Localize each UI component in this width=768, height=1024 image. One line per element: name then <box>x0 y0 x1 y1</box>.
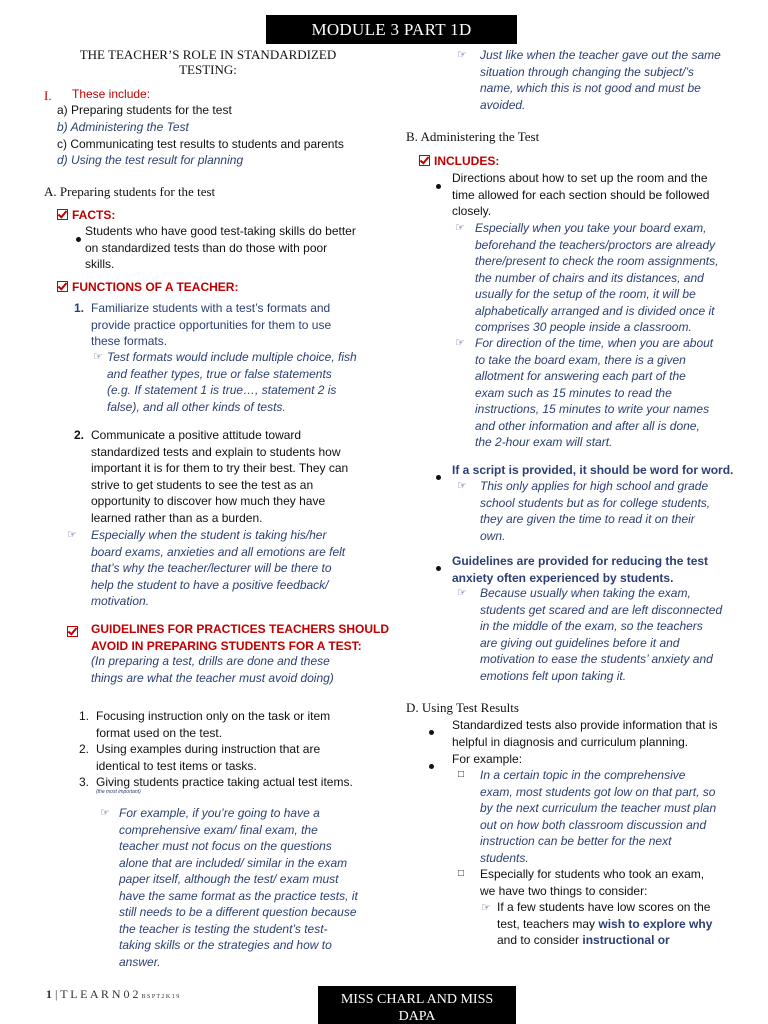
b2-note <box>480 478 710 544</box>
text-line: still needs to be a different question because <box>119 905 357 919</box>
document-title-line-1: THE TEACHER’S ROLE IN STANDARDIZED <box>79 47 337 62</box>
text-line: skills. <box>85 257 115 271</box>
text-line: If a few students have low scores on the <box>497 900 711 914</box>
text-line: teacher must not focus on the questions <box>119 839 332 853</box>
text-line: are giving out guidelines before it and <box>480 635 680 650</box>
text-line: Familiarize students with a test’s formats and <box>91 301 331 315</box>
bullet-icon <box>436 184 441 189</box>
text-line: allotment for answering each part of the <box>475 369 686 383</box>
text-line: opportunity to discover how much they have <box>91 494 326 508</box>
text-line: the teacher is testing the student’s test- <box>119 921 328 936</box>
text-line: strive to get students to see the test as an <box>91 477 314 492</box>
function-2-text <box>91 427 348 526</box>
footer-page-label: 1 | T L E A R N 0 2 B S P T 2 K 1 9 <box>46 987 180 1001</box>
text-line: Because usually when taking the exam, <box>480 586 691 600</box>
text-line: taking skills or the strategies and how to <box>119 938 332 952</box>
text-line: Giving students practice taking actual test items. <box>96 775 353 789</box>
text-line: Just like when the teacher gave out the same <box>480 48 721 62</box>
text-line: identical to test items or tasks. <box>96 758 257 773</box>
list-text: Administering the Test <box>70 120 189 134</box>
square-bullet-icon: □ <box>458 769 465 780</box>
text-line: that’s why the teacher/lecturer will be there to <box>91 561 332 575</box>
d2-sub-2 <box>480 866 704 899</box>
avoid-item <box>96 708 330 741</box>
text-line: students get scared and are left disconnected <box>480 602 723 617</box>
text-segment: test, teachers may <box>497 916 599 931</box>
function-1-number: 1. <box>74 301 85 315</box>
text-line: instruction can be better for the next <box>480 834 672 848</box>
list-letter: a) <box>57 103 68 117</box>
pointing-hand-icon: ☞ <box>457 480 467 492</box>
b3-text <box>452 553 708 586</box>
text-line: on standardized tests than do those with poor <box>85 240 328 255</box>
text-line: comprises 30 people inside a classroom. <box>475 320 692 334</box>
emphasis-text: instructional or <box>582 933 670 947</box>
text-line: exam such as 15 minutes to read the <box>475 385 672 400</box>
text-line: For direction of the time, when you are about <box>475 336 714 350</box>
checkbox-icon <box>57 281 68 292</box>
section-b-heading: B. Administering the Test <box>406 129 540 144</box>
text-line: motivation to ease the students’ anxiety and <box>480 652 713 666</box>
checkbox-icon <box>67 626 78 637</box>
text-line: and other information and after all is done, <box>475 418 700 433</box>
facts-bullet-text <box>85 223 356 273</box>
square-bullet-icon: □ <box>458 868 465 879</box>
text-line: comprehensive exam/ final exam, the <box>119 822 318 837</box>
list-letter: d) <box>57 153 68 167</box>
emphasis-text: wish to explore why <box>598 916 713 931</box>
pointing-hand-icon: ☞ <box>457 587 467 599</box>
functions-label-text: FUNCTIONS OF A TEACHER: <box>72 280 239 294</box>
pointing-hand-icon: ☞ <box>455 222 465 234</box>
list-text: Using the test result for planning <box>71 153 244 167</box>
guidelines-note <box>91 653 334 686</box>
pointing-hand-icon: ☞ <box>67 529 77 541</box>
bullet-icon <box>429 730 434 735</box>
text-line: alone that are included/ similar in the exam <box>119 855 348 870</box>
text-line: school students but as for college students, <box>480 495 711 510</box>
text-line: This only applies for high school and grade <box>480 479 709 493</box>
avoid-item-number: 1. <box>79 709 90 723</box>
list-letter: b) <box>57 120 68 134</box>
text-line: Especially when the student is taking his/her <box>91 528 327 542</box>
b1-text <box>452 170 709 220</box>
text-line: Directions about how to set up the room and the <box>452 171 708 185</box>
text-line: own. <box>480 528 506 543</box>
text-line: things are what the teacher must avoid doing) <box>91 670 334 685</box>
text-line: time allowed for each section should be followed <box>452 187 710 202</box>
list-item <box>57 152 243 169</box>
text-line: GUIDELINES FOR PRACTICES TEACHERS SHOULD <box>91 622 390 636</box>
text-line: emotions felt upon taking it. <box>480 668 627 683</box>
pointing-hand-icon: ☞ <box>100 807 110 819</box>
function-2-number: 2. <box>74 428 85 442</box>
text-line: help the student to have a positive feedback/ <box>91 577 329 592</box>
text-line: answer. <box>119 954 161 969</box>
pointing-hand-icon: ☞ <box>93 351 103 363</box>
text-line: standardized tests and explain to students how <box>91 444 341 459</box>
list-text: Communicating test results to students and parents <box>70 137 344 151</box>
text-line: Especially for students who took an exam, <box>480 867 705 881</box>
text-line: false), and all other kinds of tests. <box>107 399 286 414</box>
text-line: format used on the test. <box>96 725 223 740</box>
function-1-text <box>91 300 331 350</box>
facts-label-text: FACTS: <box>72 208 116 222</box>
text-segment: and to consider <box>497 933 583 947</box>
text-line: Using examples during instruction that are <box>96 742 321 756</box>
b1-note-1 <box>475 220 718 336</box>
top-note <box>480 47 721 113</box>
text-line: students. <box>480 850 529 865</box>
text-line: paper itself, although the test/ exam must <box>119 872 339 886</box>
text-line: situation through changing the subject/’s <box>480 64 694 79</box>
functions-label <box>57 279 238 296</box>
example-note <box>119 805 358 970</box>
text-line: AVOID IN PREPARING STUDENTS FOR A TEST: <box>91 638 362 653</box>
text-line: we have two things to consider: <box>480 883 648 898</box>
text-line: For example, if you’re going to have a <box>119 806 320 820</box>
d2-sub-2-note <box>497 899 712 949</box>
includes-label <box>419 153 499 170</box>
text-line: name, which this is not good and must be <box>480 81 701 95</box>
roman-numeral: I. <box>44 88 52 103</box>
list-item <box>57 136 344 153</box>
text-line: Focusing instruction only on the task or item <box>96 709 331 723</box>
text-line: learned rather than as a burden. <box>91 510 263 525</box>
text-line: they are given the time to read it on their <box>480 512 695 526</box>
text-line: closely. <box>452 204 492 218</box>
text-line <box>497 932 712 949</box>
d2-sub-1 <box>480 767 716 866</box>
text-line: helpful in diagnosis and curriculum planning. <box>452 734 689 749</box>
includes-label-text: INCLUDES: <box>434 154 500 168</box>
section-a-heading: A. Preparing students for the test <box>44 184 216 199</box>
text-line: Standardized tests also provide information that is <box>452 718 718 732</box>
text-line: there/present to check the room assignments, <box>475 254 719 268</box>
pointing-hand-icon: ☞ <box>481 902 491 914</box>
text-line: In a certain topic in the comprehensive <box>480 768 686 782</box>
section-d-heading: D. Using Test Results <box>406 700 519 715</box>
text-line: motivation. <box>91 594 150 608</box>
text-line: these formats. <box>91 334 168 348</box>
checkbox-icon <box>419 155 430 166</box>
text-line <box>497 916 712 933</box>
text-line: out on how both classroom discussion and <box>480 817 707 832</box>
text-line: alphabetically arranged and is divided once it <box>475 303 715 318</box>
pointing-hand-icon: ☞ <box>457 49 467 61</box>
d2-text: For example: <box>452 752 523 766</box>
document-title <box>72 47 344 77</box>
avoid-item-number: 3. <box>79 775 90 789</box>
text-line: the 2-hour exam will start. <box>475 435 613 449</box>
list-item <box>57 119 189 136</box>
text-line: in the middle of the exam, so the teachers <box>480 619 703 633</box>
avoid-item-number: 2. <box>79 742 90 756</box>
list-item <box>57 102 232 119</box>
list-letter: c) <box>57 137 67 151</box>
b1-note-2 <box>475 335 713 451</box>
bullet-icon <box>76 237 81 242</box>
text-line: (e.g. If statement 1 is true…, statement 2 is <box>107 383 337 397</box>
pointing-hand-icon: ☞ <box>455 337 465 349</box>
text-line: to take the board exam, there is a given <box>475 352 686 367</box>
function-2-note <box>91 527 345 610</box>
text-line: have the same format as the practice tests, it <box>119 888 358 903</box>
bullet-icon <box>436 566 441 571</box>
text-line: avoided. <box>480 97 526 112</box>
text-line: Communicate a positive attitude toward <box>91 428 302 442</box>
text-line: (In preparing a test, drills are done and these <box>91 654 330 668</box>
text-line: Students who have good test-taking skills do better <box>85 224 356 238</box>
text-line: exam, most students got low on that part, so <box>480 784 716 799</box>
text-line: Guidelines are provided for reducing the test <box>452 554 709 568</box>
text-line: and feather types, true or false statements <box>107 366 332 381</box>
text-line: anxiety often experienced by students. <box>452 570 674 585</box>
text-line: important it is for them to try their best. They can <box>91 461 349 475</box>
footer-authors-line-2: DAPA <box>398 1009 436 1024</box>
text-line: the number of chairs and its distances, and <box>475 270 704 285</box>
most-important-note: (the most important) <box>96 789 141 795</box>
b3-note <box>480 585 722 684</box>
text-line: Especially when you take your board exam, <box>475 221 707 235</box>
footer-code: T L E A R N 0 2 <box>60 987 139 1001</box>
guidelines-label <box>91 621 389 654</box>
b2-text: If a script is provided, it should be word for word. <box>452 463 734 477</box>
footer-authors-line-1: MISS CHARL AND MISS <box>340 992 494 1007</box>
text-line: by the next curriculum the teacher must plan <box>480 801 717 815</box>
text-line: usually for the setup of the room, it will be <box>475 287 696 301</box>
bullet-icon <box>436 475 441 480</box>
document-title-line-2: TESTING: <box>179 62 237 77</box>
facts-label <box>57 207 115 224</box>
text-line: beforehand the teachers/proctors are already <box>475 237 716 252</box>
text-line: Test formats would include multiple choice, fish <box>107 350 357 364</box>
these-include-heading: These include: <box>72 87 151 101</box>
checkbox-icon <box>57 209 68 220</box>
module-title: MODULE 3 PART 1D <box>266 15 517 44</box>
bullet-icon <box>429 764 434 769</box>
text-line: instructions, 15 minutes to write your names <box>475 402 710 416</box>
function-1-note <box>107 349 357 415</box>
avoid-item <box>96 741 320 774</box>
d1-text <box>452 717 717 750</box>
footer-authors <box>318 986 516 1024</box>
footer-small-code: B S P T 2 K 1 9 <box>141 994 180 1000</box>
list-text: Preparing students for the test <box>71 103 232 117</box>
text-line: provide practice opportunities for them to use <box>91 317 332 332</box>
page-number: 1 <box>46 987 52 1001</box>
text-line: board exams, anxieties and all emotions are felt <box>91 544 346 559</box>
